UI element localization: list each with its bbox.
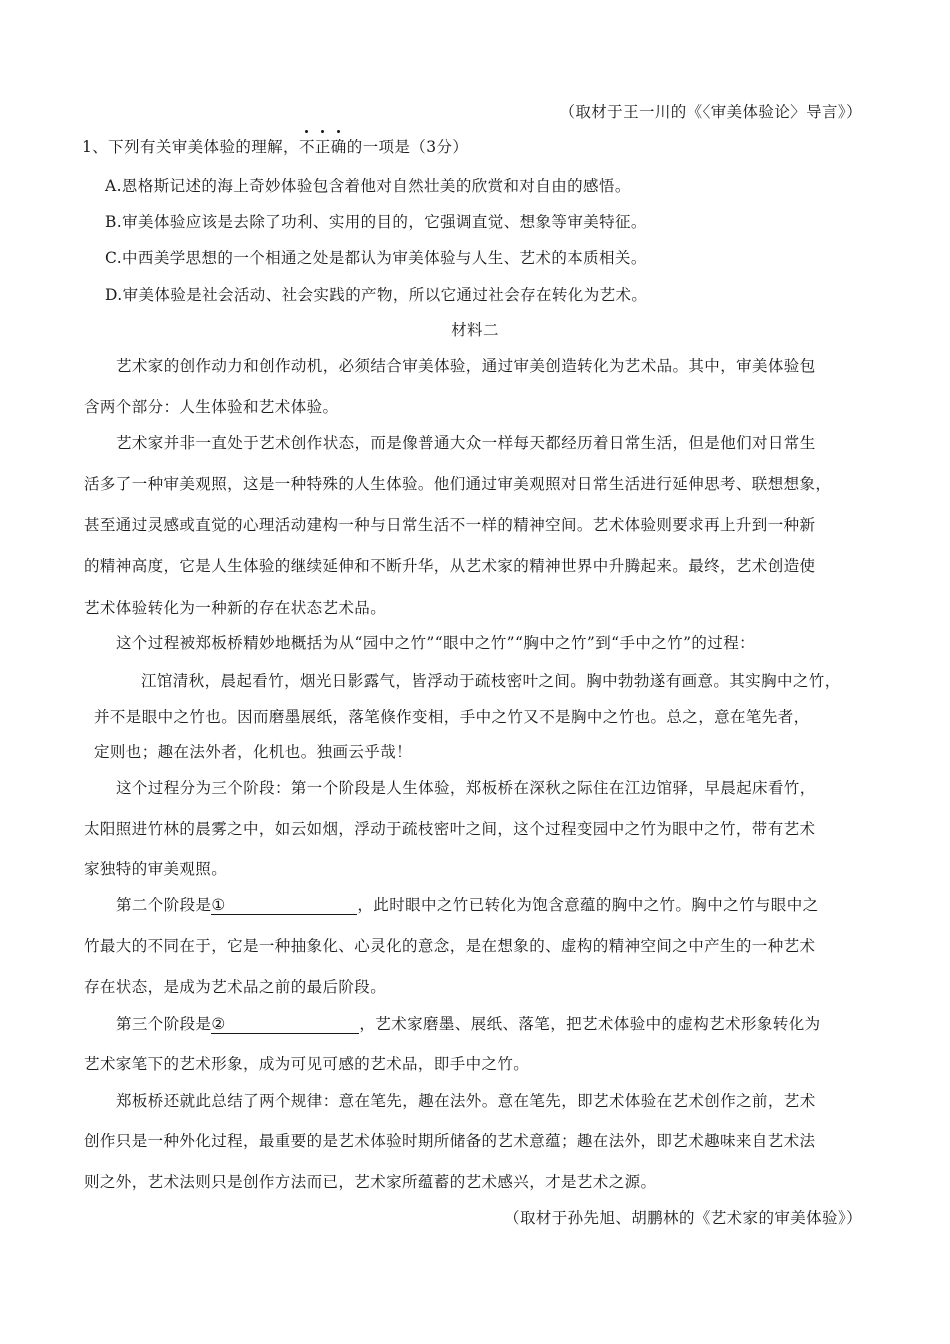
stage-text: ，艺术家磨墨、展纸、落笔，把艺术体验中的虚构艺术形象转化为 — [359, 1015, 821, 1033]
fill-blank-1: ① — [211, 896, 357, 915]
option-b: B.审美体验应该是去除了功利、实用的目的，它强调直觉、想象等审美特征。 — [105, 213, 647, 231]
paragraph-line: 活多了一种审美观照，这是一种特殊的人生体验。他们通过审美观照对日常生活进行延伸思考、联想想象， — [84, 475, 832, 493]
section-title: 材料二 — [451, 321, 499, 339]
paragraph-line: 家独特的审美观照。 — [84, 860, 228, 878]
paragraph-line: 甚至通过灵感或直觉的心理活动建构一种与日常生活不一样的精神空间。艺术体验则要求再上升到一种新 — [84, 516, 816, 534]
question-suffix: 的一项是（3分） — [346, 138, 469, 156]
option-a: A.恩格斯记述的海上奇妙体验包含着他对自然壮美的欣赏和对自由的感悟。 — [105, 177, 631, 195]
option-c: C.中西美学思想的一个相通之处是都认为审美体验与人生、艺术的本质相关。 — [105, 249, 647, 267]
stage-prefix: 第三个阶段是 — [116, 1015, 212, 1033]
paragraph-line: 存在状态，是成为艺术品之前的最后阶段。 — [84, 978, 387, 996]
paragraph-line: 艺术体验转化为一种新的存在状态艺术品。 — [84, 599, 387, 617]
paragraph-line: 艺术家并非一直处于艺术创作状态，而是像普通大众一样每天都经历着日常生活，但是他们对日常生 — [116, 434, 816, 452]
paragraph-line: 则之外，艺术法则只是创作方法而已，艺术家所蕴蓄的艺术感兴，才是艺术之源。 — [84, 1173, 657, 1191]
source-citation-2: （取材于孙先旭、胡鹏林的《艺术家的审美体验》） — [504, 1209, 862, 1227]
paragraph-line: 太阳照进竹林的晨雾之中，如云如烟，浮动于疏枝密叶之间，这个过程变园中之竹为眼中之竹，带有艺术 — [84, 820, 816, 838]
stage-prefix: 第二个阶段是 — [116, 896, 212, 914]
option-d: D.审美体验是社会活动、社会实践的产物，所以它通过社会存在转化为艺术。 — [105, 286, 648, 304]
paragraph-line-with-blank — [116, 1014, 821, 1034]
paragraph-line: 这个过程被郑板桥精妙地概括为从“园中之竹”“眼中之竹”“胸中之竹”到“手中之竹”的过程： — [116, 634, 755, 652]
paragraph-line: 含两个部分：人生体验和艺术体验。 — [84, 398, 339, 416]
source-citation-1: （取材于王一川的《〈审美体验论〉导言》） — [559, 103, 862, 121]
emphasis-char: 确 — [330, 138, 347, 156]
paragraph-line-with-blank — [116, 895, 819, 915]
quote-line: 定则也；趣在法外者，化机也。独画云乎哉！ — [94, 743, 413, 761]
paragraph-line: 艺术家笔下的艺术形象，成为可见可感的艺术品，即手中之竹。 — [84, 1055, 530, 1073]
paragraph-line: 创作只是一种外化过程，最重要的是艺术体验时期所储备的艺术意蕴；趣在法外，即艺术趣味来自艺术法 — [84, 1132, 816, 1150]
paragraph-line: 艺术家的创作动力和创作动机，必须结合审美体验，通过审美创造转化为艺术品。其中，审美体验包 — [116, 357, 816, 375]
quote-line: 江馆清秋，晨起看竹，烟光日影露气，皆浮动于疏枝密叶之间。胸中勃勃遂有画意。其实胸中之竹， — [141, 672, 841, 690]
paragraph-line: 这个过程分为三个阶段：第一个阶段是人生体验，郑板桥在深秋之际住在江边馆驿，早晨起床看竹， — [116, 779, 816, 797]
paragraph-line: 郑板桥还就此总结了两个规律：意在笔先，趣在法外。意在笔先，即艺术体验在艺术创作之前，艺术 — [116, 1092, 816, 1110]
emphasis-char: 不 — [298, 138, 315, 156]
question-stem — [82, 137, 468, 157]
fill-blank-2: ② — [211, 1015, 359, 1034]
stage-text: ，此时眼中之竹已转化为饱含意蕴的胸中之竹。胸中之竹与眼中之 — [357, 896, 819, 914]
question-prefix: 1、下列有关审美体验的理解， — [82, 138, 299, 156]
paragraph-line: 竹最大的不同在于，它是一种抽象化、心灵化的意念，是在想象的、虚构的精神空间之中产生的一种艺术 — [84, 937, 816, 955]
paragraph-line: 的精神高度，它是人生体验的继续延伸和不断升华，从艺术家的精神世界中升腾起来。最终，艺术创造使 — [84, 557, 816, 575]
emphasis-char: 正 — [314, 138, 331, 156]
quote-line: 并不是眼中之竹也。因而磨墨展纸，落笔倏作变相，手中之竹又不是胸中之竹也。总之，意在笔先者， — [94, 708, 810, 726]
